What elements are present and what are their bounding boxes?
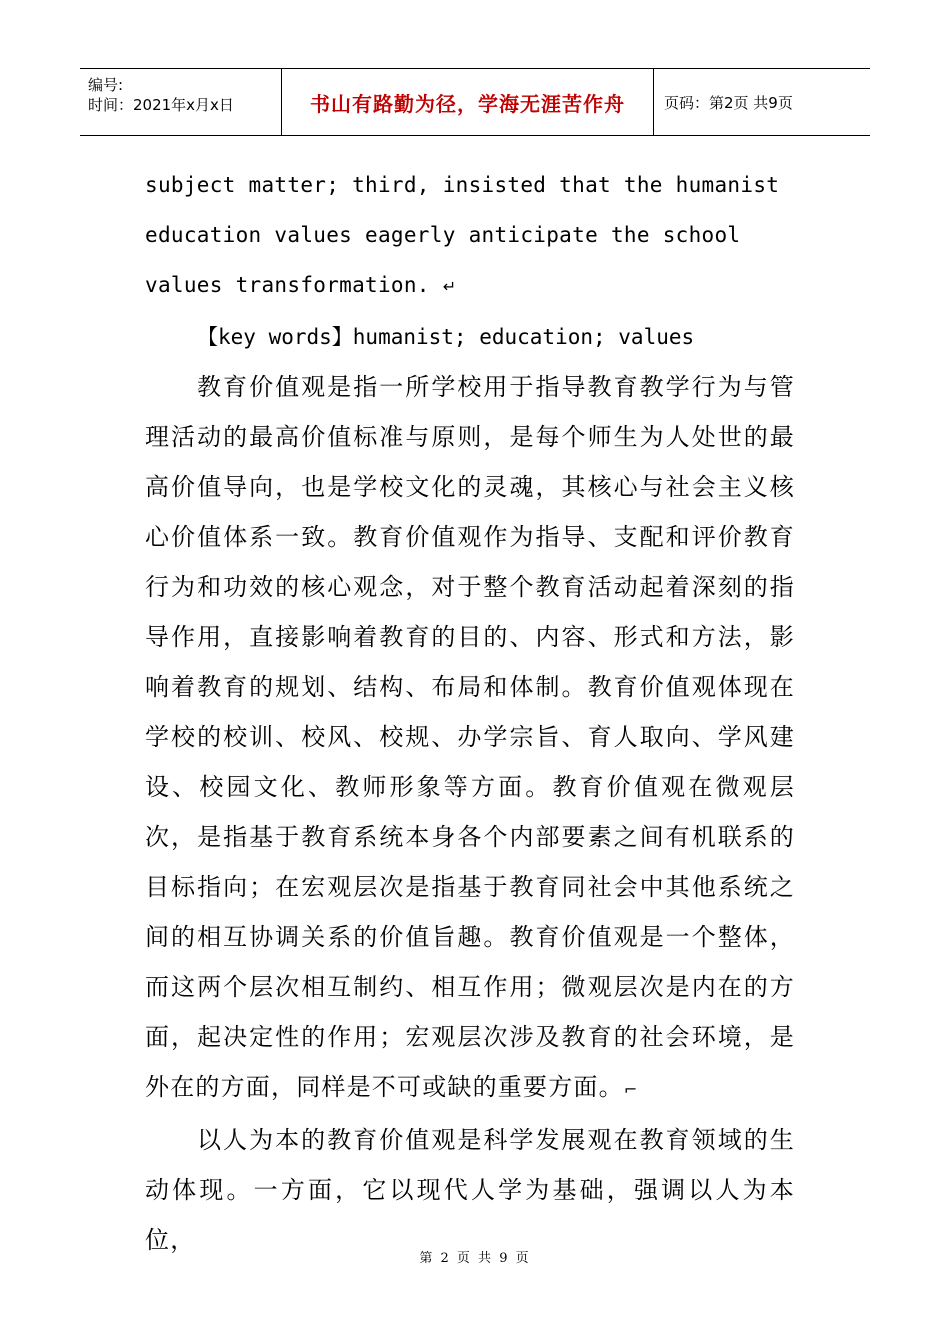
abstract-line: subject matter; third, insisted that the humanist bbox=[145, 173, 780, 197]
header-info-cell bbox=[80, 69, 282, 135]
motto: 书山有路勤为径，学海无涯苦作舟 bbox=[310, 91, 625, 116]
abstract-line-text: values transformation. bbox=[145, 273, 430, 297]
header-motto-cell bbox=[282, 69, 654, 135]
paragraph-end-mark: ⌐ bbox=[623, 1080, 639, 1099]
document-body bbox=[145, 160, 795, 1265]
page-code: 页码：第2页 共9页 bbox=[664, 93, 793, 112]
date-text: 时间：2021年x月x日 bbox=[88, 96, 234, 114]
page-footer: 第 2 页 共 9 页 bbox=[419, 1251, 531, 1266]
header-page-cell bbox=[654, 69, 870, 135]
header-table bbox=[80, 68, 870, 136]
serial-label: 编号: bbox=[88, 76, 124, 94]
paragraph: 以人为本的教育价值观是科学发展观在教育领域的生动体现。一方面，它以现代人学为基础，强调以人为本位， bbox=[145, 1126, 795, 1254]
line-end-mark: ↵ bbox=[442, 277, 457, 296]
abstract-line bbox=[145, 260, 795, 312]
paragraph-text: 教育价值观是指一所学校用于指导教育教学行为与管理活动的最高价值标准与原则，是每个师生为人处世的最高价值导向，也是学校文化的灵魂，其核心与社会主义核心价值体系一致。教育价值观作为指导、支配和评价教育行为和功效的核心观念，对于整个教育活动起着深刻的指导作用，直接影响着教育的目的、内容、形式和方法，影响着教育的规划、结构、布局和体制。教育价值观体现在学校的校训、校风、校规、办学宗旨、育人取向、学风建设、校园文化、教师形象等方面。教育价值观在微观层次，是指基于教育系统本身各个内部要素之间有机联系的目标指向；在宏观层次是指基于教育同社会中其他系统之间的相互协调关系的价值旨趣。教育价值观是一个整体，而这两个层次相互制约、相互作用；微观层次是内在的方面，起决定性的作用；宏观层次涉及教育的社会环境，是外在的方面，同样是不可或缺的重要方面。 bbox=[145, 373, 795, 1101]
abstract-line: education values eagerly anticipate the school bbox=[145, 223, 741, 247]
keywords-line: 【key words】humanist; education; values bbox=[197, 325, 695, 349]
paragraph bbox=[145, 362, 795, 1115]
